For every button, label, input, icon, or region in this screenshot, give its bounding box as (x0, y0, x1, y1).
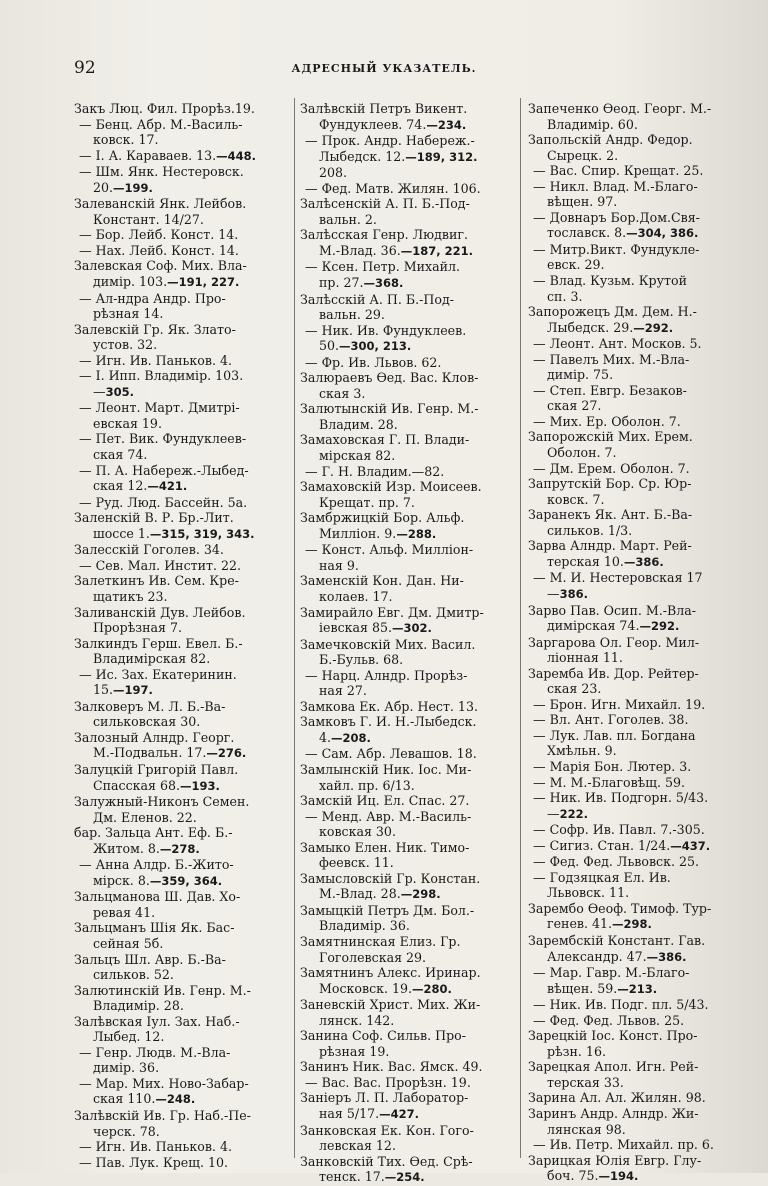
directory-entry-line: ліонная 11. (547, 650, 623, 666)
directory-entry-line: Запеченко Ѳеод. Георг. М.- (528, 101, 712, 116)
directory-entry-line: щатикъ 23. (93, 588, 168, 604)
directory-entry-line: Замятнинъ Алекс. Иринар. (300, 965, 481, 981)
directory-entry-line: лянская 98. (547, 1121, 626, 1137)
directory-entry-line: димір. 103.—191, 227. (93, 274, 240, 290)
directory-entry-line: — Руд. Люд. Бассейн. 5а. (79, 494, 248, 510)
directory-entry-line: М.-Подвальн. 17.—276. (93, 745, 247, 761)
directory-entry-line: Замаховскій Изр. Моисеев. (300, 479, 482, 495)
directory-entry-line: Заменскій Кон. Дан. Ни- (300, 573, 464, 589)
directory-entry-line: — Мих. Ер. Оболон. 7. (533, 413, 681, 429)
directory-entry-line: сп. 3. (547, 288, 583, 304)
directory-entry-line: — Менд. Авр. М.-Василь- (305, 808, 472, 824)
directory-entry-line: вальн. 2. (319, 211, 377, 227)
directory-entry-line: ская 12.—421. (93, 478, 188, 494)
directory-entry-line: пр. 27.—368. (319, 275, 404, 291)
directory-entry-line: — М. И. Нестеровская 17 (533, 570, 703, 586)
directory-entry-line: Залужный-Никонъ Семен. (74, 794, 250, 810)
directory-entry-line: — Бор. Лейб. Конст. 14. (79, 227, 239, 243)
directory-entry-line: сильков. 1/3. (547, 522, 633, 538)
directory-entry-line: ковск. 7. (547, 491, 605, 507)
directory-entry-line: Замирайло Евг. Дм. Дмитр- (300, 604, 484, 620)
directory-entry-line: Заніеръ Л. П. Лаборатор- (300, 1090, 469, 1106)
directory-entry-line: Замысловскій Гр. Констан. (300, 870, 481, 886)
directory-entry-line: сильковская 30. (93, 714, 201, 730)
directory-entry-line: — Конст. Альф. Милліон- (305, 542, 474, 558)
directory-entry-line: — Павелъ Мих. М.-Вла- (533, 351, 690, 367)
directory-entry-line: Заливанскій Дув. Лейбов. (74, 604, 246, 620)
directory-entry-line: вѣщен. 97. (547, 194, 618, 210)
directory-entry-line: вальн. 29. (319, 307, 385, 323)
directory-entry-line: лянск. 142. (319, 1012, 395, 1028)
directory-entry-line: Зарво Пав. Осип. М.-Вла- (528, 602, 697, 618)
directory-entry-line: ская 27. (547, 398, 602, 414)
directory-entry-line: — Степ. Евгр. Безаков- (533, 382, 687, 398)
directory-entry-line: — Фед. Фед. Львовск. 25. (533, 854, 700, 870)
directory-entry-line: генев. 41.—298. (547, 916, 652, 932)
directory-entry-line: Московск. 19.—280. (319, 980, 452, 996)
directory-entry-line: 208. (319, 165, 348, 181)
directory-entry-line: Прорѣзная 7. (93, 620, 183, 636)
directory-entry-line: 4.—208. (319, 729, 371, 745)
directory-entry-line: димірская 74.—292. (547, 618, 680, 634)
directory-entry-line: — Г. Н. Владим.—82. (305, 463, 445, 479)
directory-entry-line: Залѣвскій Ив. Гр. Наб.-Пе- (74, 1108, 251, 1123)
directory-entry-line: — Митр.Викт. Фундукле- (533, 241, 700, 257)
directory-entry-line: — Леонт. Ант. Москов. 5. (533, 336, 702, 352)
page-number: 92 (74, 58, 96, 78)
directory-entry-line: Владимір. 36. (319, 918, 410, 934)
directory-entry-line: Зарецкая Апол. Игн. Рей- (528, 1059, 699, 1075)
directory-entry-line: — Ник. Ив. Фундуклеев. (305, 322, 467, 338)
directory-entry-line: —222. (547, 805, 588, 821)
directory-entry-line: Владимірская 82. (93, 651, 211, 667)
directory-entry-line: — Ник. Ив. Подгорн. 5/43. (533, 790, 709, 806)
column-2 (300, 101, 522, 1185)
directory-entry-line: вѣщен. 59.—213. (547, 980, 658, 996)
directory-entry-line: Замковъ Г. И. Н.-Лыбедск. (300, 714, 477, 730)
directory-entry-line: Залютинскій Ив. Генр. М.- (74, 982, 251, 998)
directory-entry-line: — Сев. Мал. Инстит. 22. (79, 557, 241, 573)
directory-entry-line: Залозный Алндр. Георг. (74, 729, 235, 745)
directory-entry-line: — Нарц. Алндр. Прорѣз- (305, 667, 468, 683)
directory-entry-line: — Лук. Лав. пл. Богдана (533, 727, 696, 743)
directory-entry-line: — Игн. Ив. Паньков. 4. (79, 352, 232, 368)
directory-entry-line: — П. А. Набереж.-Лыбед- (79, 462, 249, 478)
directory-entry-line: Александр. 47.—386. (547, 948, 687, 964)
directory-entry-line: мірск. 8.—359, 364. (93, 872, 223, 888)
directory-entry-line: — Мар. Гавр. М.-Благо- (533, 965, 690, 981)
directory-entry-line: Запорожецъ Дм. Дем. Н.- (528, 304, 697, 320)
directory-entry-line: хайл. пр. 6/13. (319, 777, 415, 793)
directory-entry-line: Крещат. пр. 7. (319, 494, 415, 510)
directory-entry-line: — Шм. Янк. Нестеровск. (79, 164, 244, 180)
directory-entry-line: — Влад. Кузьм. Крутой (533, 273, 687, 289)
directory-entry-line: Залеткинъ Ив. Сем. Кре- (74, 573, 239, 589)
directory-entry-line: Заринъ Андр. Алндр. Жи- (528, 1106, 699, 1121)
directory-entry-line: Львовск. 11. (547, 885, 630, 901)
directory-entry-line: — Нах. Лейб. Конст. 14. (79, 242, 239, 258)
directory-entry-line: — Довнаръ Бор.Дом.Свя- (533, 209, 700, 225)
directory-entry-line: Залевскій Гр. Як. Злато- (74, 321, 236, 337)
directory-entry-line: 50.—300, 213. (319, 338, 412, 354)
directory-entry-line: Житом. 8.—278. (93, 840, 200, 856)
directory-entry-line: Лыбед. 12. (93, 1029, 165, 1045)
directory-entry-line: — М. М.-Благовѣщ. 59. (533, 774, 686, 790)
directory-entry-line: Зальцъ Шл. Авр. Б.-Ва- (74, 951, 226, 967)
directory-entry-line: Лыбедск. 29.—292. (547, 319, 674, 335)
directory-entry-line: — Леонт. Март. Дмитрі- (79, 400, 240, 416)
directory-entry-line: Зарицкая Юлія Евгр. Глу- (528, 1152, 702, 1168)
column-3 (528, 101, 750, 1184)
directory-entry-line: — Брон. Игн. Михайл. 19. (533, 696, 706, 712)
directory-entry-line: Запорожскій Мих. Ерем. (528, 429, 693, 445)
directory-entry-line: — Фед. Матв. Жилян. 106. (305, 180, 481, 196)
directory-entry-line: — Пет. Вик. Фундуклеев- (79, 431, 247, 447)
directory-entry-line: ная 5/17.—427. (319, 1106, 420, 1121)
directory-entry-line: евск. 29. (547, 257, 605, 273)
directory-entry-line: Зарембо Ѳеоф. Тимоф. Тур- (528, 900, 712, 916)
directory-entry-line: Замыко Елен. Ник. Тимо- (300, 839, 470, 855)
directory-entry-line: ская 3. (319, 385, 366, 401)
directory-entry-line: — Анна Алдр. Б.-Жито- (79, 857, 234, 873)
directory-entry-line: — Вл. Ант. Гоголев. 38. (533, 712, 689, 728)
directory-entry-line: Зарина Ал. Ал. Жилян. 98. (528, 1090, 706, 1106)
directory-entry-line: Замечковскій Мих. Васил. (300, 636, 476, 652)
directory-entry-line: Фундуклеев. 74.—234. (319, 116, 467, 132)
directory-entry-line: рѣзная 19. (319, 1043, 390, 1059)
page-header (0, 58, 768, 80)
directory-entry-line: — Игн. Ив. Паньков. 4. (79, 1139, 232, 1155)
directory-entry-line: Занковская Ек. Кон. Гого- (300, 1122, 474, 1138)
directory-entry-line: іевская 85.—302. (319, 620, 432, 636)
directory-entry-line: Милліон. 9.—288. (319, 525, 437, 541)
directory-entry-line: евская 19. (93, 415, 162, 431)
directory-entry-line: — Фр. Ив. Львов. 62. (305, 354, 442, 370)
directory-entry-line: — І. А. Караваев. 13.—448. (79, 147, 256, 163)
running-title: АДРЕСНЫЙ УКАЗАТЕЛЬ. (291, 62, 477, 75)
directory-entry-line: Замаховская Г. П. Влади- (300, 432, 470, 448)
directory-entry-line: Залѣсенскій А. П. Б.-Под- (300, 196, 470, 212)
directory-entry-line: ковская 30. (319, 824, 396, 840)
directory-entry-line: Занковскій Тих. Ѳед. Срѣ- (300, 1153, 473, 1169)
directory-entry-line: Залѣвская Іул. Зах. Наб.- (74, 1013, 240, 1029)
directory-entry-line: Зальцманъ Шія Як. Бас- (74, 920, 235, 936)
directory-entry-line: — Дм. Ерем. Оболон. 7. (533, 460, 690, 476)
directory-entry-line: Залютынскій Ив. Генр. М.- (300, 401, 479, 417)
directory-entry-line: — Сигиз. Стан. 1/24.—437. (533, 837, 711, 853)
directory-entry-line: ная 27. (319, 683, 367, 699)
directory-entry-line: Зарва Алндр. Март. Рей- (528, 538, 692, 554)
directory-entry-line: Оболон. 7. (547, 445, 617, 461)
directory-entry-line: — Годзяцкая Ел. Ив. (533, 869, 671, 885)
directory-entry-line: Спасская 68.—193. (93, 777, 220, 793)
directory-entry-line: ковск. 17. (93, 132, 159, 148)
directory-entry-line: — Ив. Петр. Михайл. пр. 6. (533, 1137, 714, 1153)
directory-entry-line: — Ксен. Петр. Михайл. (305, 259, 461, 275)
directory-entry-line: Залѣсская Генр. Людвиг. (300, 227, 468, 243)
directory-entry-line: — Генр. Людв. М.-Вла- (79, 1044, 231, 1060)
directory-entry-line: — Сам. Абр. Левашов. 18. (305, 746, 477, 762)
directory-entry-line: димір. 36. (93, 1060, 160, 1076)
directory-entry-line: Залкиндъ Герш. Евел. Б.- (74, 635, 243, 651)
directory-entry-line: Заленскій В. Р. Бр.-Лит. (74, 510, 234, 526)
directory-entry-line: рѣзная 14. (93, 306, 164, 322)
directory-entry-line: — І. Ипп. Владимір. 103. (79, 368, 244, 384)
directory-entry-line: Запрутскій Бор. Ср. Юр- (528, 476, 692, 492)
directory-entry-line: Замлынскій Ник. Іос. Ми- (300, 761, 472, 777)
directory-entry-line: ревая 41. (93, 904, 156, 920)
directory-entry-line: Замятнинская Елиз. Гр. (300, 933, 461, 949)
directory-entry-line: — Марія Бон. Лютер. 3. (533, 758, 692, 774)
directory-entry-line: Замбржицкій Бор. Альф. (300, 510, 465, 526)
directory-entry-line: сейная 5б. (93, 935, 164, 951)
directory-entry-line: — Ник. Ив. Подг. пл. 5/43. (533, 997, 709, 1013)
directory-entry-line: терская 33. (547, 1074, 624, 1090)
directory-entry-line: Гоголевская 29. (319, 949, 427, 965)
directory-entry-line: Замкова Ек. Абр. Нест. 13. (300, 698, 478, 714)
directory-entry-line: Хмѣльн. 9. (547, 743, 617, 759)
directory-entry-line: — Софр. Ив. Павл. 7.-305. (533, 822, 705, 838)
directory-entry-line: — Никл. Влад. М.-Благо- (533, 178, 698, 194)
directory-entry-line: ская 23. (547, 681, 602, 697)
directory-entry-line: — Вас. Спир. Крещат. 25. (533, 163, 704, 179)
directory-entry-line: — Бенц. Абр. М.-Василь- (79, 116, 243, 132)
directory-entry-line: Запольскій Андр. Федор. (528, 132, 693, 148)
directory-entry-line: ная 9. (319, 557, 359, 573)
directory-entry-line: Заневскій Христ. Мих. Жи- (300, 997, 481, 1013)
directory-entry-line: феевск. 11. (319, 855, 394, 871)
directory-entry-line: — Вас. Вас. Прорѣзн. 19. (305, 1074, 471, 1090)
directory-entry-line: Занинъ Ник. Вас. Ямск. 49. (300, 1059, 483, 1075)
directory-entry-line: Замыцкій Петръ Дм. Бол.- (300, 902, 475, 918)
directory-entry-line: Замскій Иц. Ел. Спас. 27. (300, 793, 470, 809)
directory-entry-line: сильков. 52. (93, 967, 174, 983)
directory-entry-line: устов. 32. (93, 337, 158, 353)
directory-entry-line: Б.-Бульв. 68. (319, 652, 404, 668)
directory-entry-line: Залюраевъ Ѳед. Вас. Клов- (300, 370, 479, 386)
directory-entry-line: — Ис. Зах. Екатеринин. (79, 666, 237, 682)
directory-entry-line: шоссе 1.—315, 319, 343. (93, 525, 255, 541)
directory-entry-line: —305. (93, 383, 134, 399)
directory-entry-line: Залесскій Гоголев. 34. (74, 542, 224, 558)
directory-entry-line: Лыбедск. 12.—189, 312. (319, 148, 478, 164)
directory-entry-line: Владимір. 60. (547, 116, 638, 132)
directory-entry-line: Закъ Люц. Фил. Прорѣз.19. (74, 101, 255, 116)
directory-entry-line: — Пав. Лук. Крещ. 10. (79, 1154, 228, 1170)
directory-entry-line: —386. (547, 585, 588, 601)
directory-entry-line: Залѣсскій А. П. Б.-Под- (300, 291, 454, 307)
directory-entry-line: терская 10.—386. (547, 553, 664, 569)
directory-entry-line: боч. 75.—194. (547, 1168, 639, 1184)
directory-entry-line: М.-Влад. 28.—298. (319, 886, 441, 902)
directory-entry-line: Залуцкій Григорій Павл. (74, 761, 239, 777)
directory-entry-line: 20.—199. (93, 179, 153, 195)
directory-entry-line: колаев. 17. (319, 588, 393, 604)
directory-entry-line: Зарембскій Констант. Гав. (528, 932, 706, 948)
directory-entry-line: Дм. Еленов. 22. (93, 809, 197, 825)
directory-entry-line: ская 74. (93, 447, 148, 463)
directory-entry-line: Зарецкій Іос. Конст. Про- (528, 1028, 698, 1044)
directory-entry-line: левская 12. (319, 1138, 396, 1154)
directory-entry-line: Констант. 14/27. (93, 211, 204, 227)
directory-entry-line: Занина Соф. Сильв. Про- (300, 1028, 466, 1044)
directory-entry-line: Залѣвскій Петръ Викент. (300, 101, 468, 116)
directory-entry-line: Залковеръ М. Л. Б.-Ва- (74, 698, 226, 714)
directory-entry-line: — Фед. Фед. Львов. 25. (533, 1012, 685, 1028)
directory-entry-line: димір. 75. (547, 367, 614, 383)
directory-entry-line: мірская 82. (319, 448, 396, 464)
directory-entry-line: 15.—197. (93, 682, 153, 698)
directory-entry-line: — Прок. Андр. Набереж.- (305, 133, 475, 149)
directory-entry-line: тенск. 17.—254. (319, 1169, 425, 1185)
directory-entry-line: бар. Зальца Ант. Еф. Б.- (74, 825, 233, 841)
directory-entry-line: ская 110.—248. (93, 1091, 196, 1107)
directory-entry-line: Заремба Ив. Дор. Рейтер- (528, 665, 699, 681)
directory-entry-line: М.-Влад. 36.—187, 221. (319, 242, 473, 258)
directory-entry-line: тославск. 8.—304, 386. (547, 225, 699, 241)
directory-entry-line: — Мар. Мих. Ново-Забар- (79, 1075, 249, 1091)
directory-entry-line: Заргарова Ол. Геор. Мил- (528, 634, 700, 650)
directory-entry-line: черск. 78. (93, 1123, 160, 1139)
directory-entry-line: Залеванскій Янк. Лейбов. (74, 196, 247, 212)
directory-entry-line: — Ал-ндра Андр. Про- (79, 290, 226, 306)
directory-entry-line: Заранекъ Як. Ант. Б.-Ва- (528, 507, 693, 523)
directory-entry-line: Владимір. 28. (93, 998, 184, 1014)
directory-entry-line: рѣзн. 16. (547, 1043, 606, 1059)
directory-entry-line: Зальцманова Ш. Дав. Хо- (74, 889, 241, 905)
directory-entry-line: Сырецк. 2. (547, 147, 619, 163)
column-1 (74, 101, 296, 1170)
directory-entry-line: Владим. 28. (319, 416, 398, 432)
directory-entry-line: Залевская Соф. Мих. Вла- (74, 258, 247, 274)
